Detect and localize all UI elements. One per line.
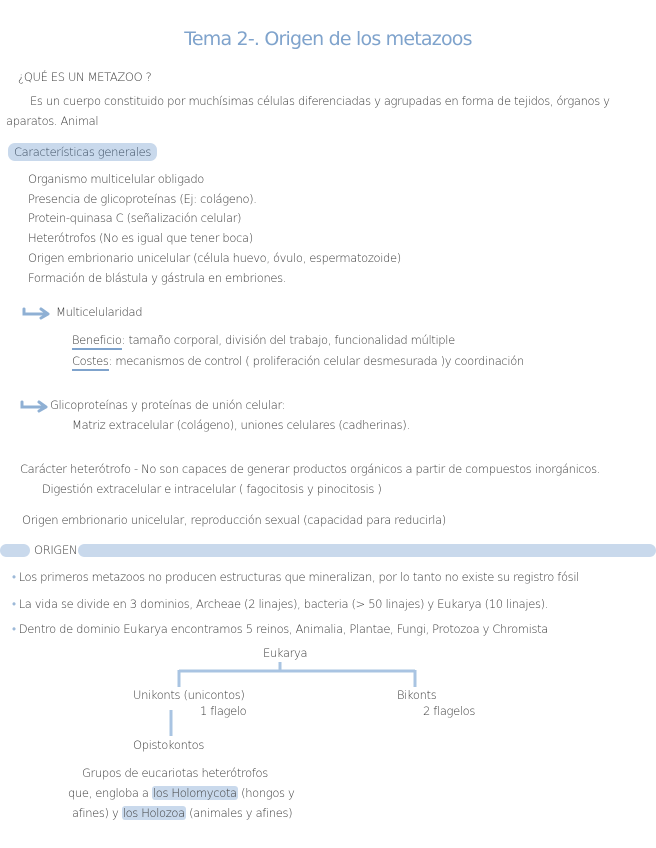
costes-text: : mecanismos de control ( proliferación celular desmesurada )y coordinación [108, 354, 524, 368]
tree-desc-line-1: Grupos de eucariotas heterótrofos [82, 766, 268, 780]
question-heading: ¿QUÉ ES UN METAZOO ? [18, 70, 152, 84]
general-item: Presencia de glicoproteínas (Ej: colágeno). [28, 192, 257, 206]
general-item: Origen embrionario unicelular (célula huevo, óvulo, espermatozoide) [28, 251, 401, 265]
tree-root: Eukarya [263, 646, 308, 660]
tree-right-sub: 2 flagelos [423, 704, 475, 718]
costes-label: Costes [72, 354, 109, 371]
beneficio-text: : tamaño corporal, división del trabajo, funcionalidad múltiple [121, 333, 455, 347]
origen-bullet: • Los primeros metazoos no producen estructuras que mineralizan, por lo tanto no existe su registro fósil [12, 570, 580, 584]
heterotrofo-line-2: Digestión extracelular e intracelular ( fagocitosis y pinocitosis ) [42, 482, 382, 496]
bullet-icon: • [12, 622, 16, 636]
general-item: Organismo multicelular obligado [28, 172, 204, 186]
general-item: Formación de blástula y gástrula en embriones. [28, 271, 287, 285]
beneficio-label: Beneficio [72, 333, 122, 350]
tree-left-name: Unikonts (unicontos) [133, 688, 245, 702]
heterotrofo-line-1: Carácter heterótrofo - No son capaces de generar productos orgánicos a partir de compuestos inorgánicos. [20, 462, 601, 476]
general-item: Heterótrofos (No es igual que tener boca) [28, 231, 253, 245]
general-heading-label: Características generales [8, 143, 157, 161]
page-title: Tema 2-. Origen de los metazoos [184, 28, 472, 50]
origen-bullet: • Dentro de dominio Eukarya encontramos 5 reinos, Animalia, Plantae, Fungi, Protozoa y Chromista [12, 622, 548, 636]
origen-embrionario: Origen embrionario unicelular, reproducción sexual (capacidad para reducirla) [22, 513, 446, 527]
origen-heading: ORIGEN [34, 543, 78, 557]
definition-line-1: Es un cuerpo constituido por muchísimas células diferenciadas y agrupadas en forma de tejidos, órganos y [30, 94, 610, 108]
tree-desc-line-2: que, engloba a los Holomycota (hongos y [68, 786, 295, 800]
holozoa-highlight: los Holozoa [122, 806, 185, 820]
multicelularidad-heading: Multicelularidad [56, 305, 143, 319]
origen-bullet: • La vida se divide en 3 dominios, Archeae (2 linajes), bacteria (> 50 linajes) y Eukarya (10 linajes). [12, 597, 549, 611]
bullet-icon: • [12, 597, 16, 611]
definition-line-2: aparatos. Animal [6, 114, 99, 128]
tree-left-sub: 1 flagelo [200, 704, 247, 718]
tree-right-name: Bikonts [397, 688, 437, 702]
glicoproteinas-heading: Glicoproteínas y proteínas de unión celular: [50, 398, 286, 412]
tree-desc-line-3: afines) y los Holozoa (animales y afines) [72, 806, 293, 820]
holomycota-highlight: los Holomycota [152, 786, 237, 800]
tree-child: Opistokontos [133, 738, 204, 752]
bullet-icon: • [12, 570, 16, 584]
glicoproteinas-detail: Matriz extracelular (colágeno), uniones celulares (cadherinas). [72, 418, 410, 432]
general-item: Protein-quinasa C (señalización celular) [28, 211, 242, 225]
